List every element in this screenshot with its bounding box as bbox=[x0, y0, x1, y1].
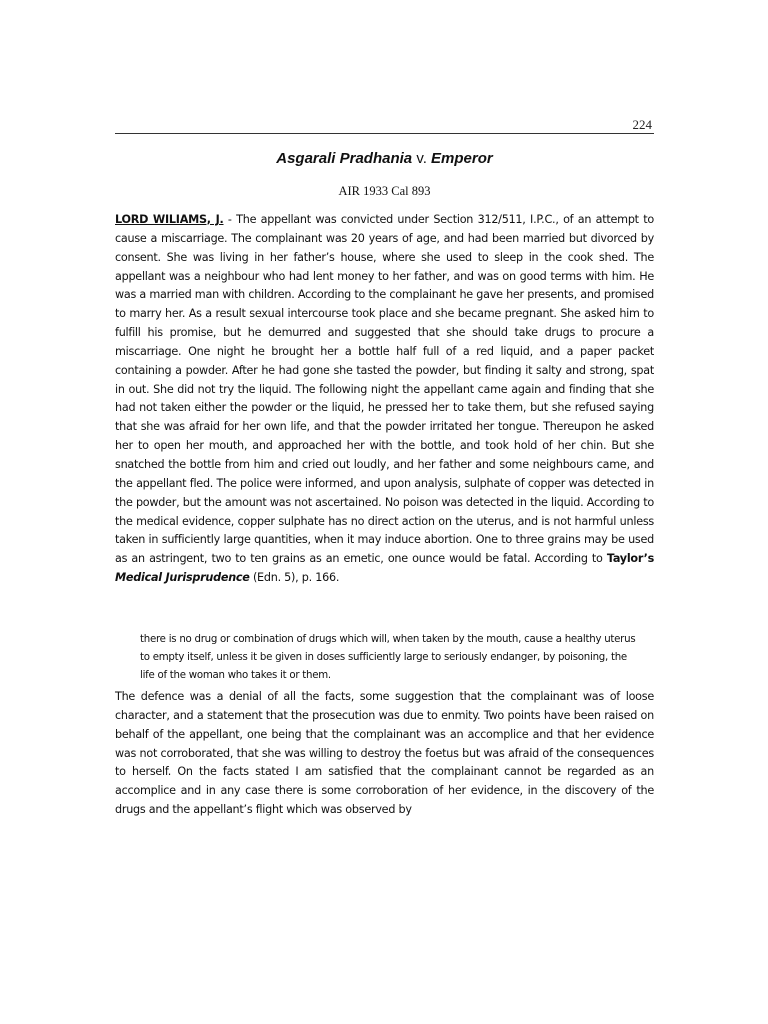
case-title bbox=[115, 149, 654, 169]
book-author: Taylor’s bbox=[606, 552, 654, 566]
page-number: 224 bbox=[632, 117, 652, 132]
judge-name: LORD WILIAMS, J. bbox=[115, 213, 224, 226]
judgment-paragraph-1 bbox=[115, 211, 654, 588]
judgment-paragraph-2: The defence was a denial of all the facts, some suggestion that the complainant was of loose character, and a statement that the prosecution was due to enmity. Two points have been raised on behalf of the appellant, one being that the complainant was an accomplice and that her evidence was not corroborated, that she was willing to destroy the foetus but was afraid of the consequences to herself. On the facts stated I am satisfied that the complainant cannot be regarded as an accomplice and in any case there is some corroboration of her evidence, in the discovery of the drugs and the appellant’s flight which was observed by bbox=[115, 690, 654, 817]
case-party-two: Emperor bbox=[431, 150, 493, 167]
header-rule bbox=[115, 133, 654, 134]
case-versus: v. bbox=[416, 150, 427, 167]
book-title: Medical Jurisprudence bbox=[115, 571, 250, 585]
paragraph-1-text: - The appellant was convicted under Section 312/511, I.P.C., of an attempt to cause a miscarriage. The complainant was 20 years of age, and had been married but divorced by consent. She was living in her father’s house, where she used to sleep in the cook shed. The appellant was a neighbour who had lent money to her father, and was on good terms with him. He was a married man with children. According to the complainant he gave her presents, and promised to marry her. As a result sexual intercourse took place and she became pregnant. She asked him to fulfill his promise, but he demurred and suggested that she should take drugs to procure a miscarriage. One night he brought her a bottle half full of a red liquid, and a paper packet containing a powder. After he had gone she tasted the powder, but finding it salty and strong, spat in out. She did not try the liquid. The following night the appellant came again and finding that she had not taken either the powder or the liquid, he pressed her to take them, but she refused saying that she was afraid for her own life, and that the powder irritated her tongue. Thereupon he asked her to open her mouth, and approached her with the bottle, and took hold of her chin. But she snatched the bottle from him and cried out loudly, and her father and some neighbours came, and the appellant fled. The police were informed, and upon analysis, sulphate of copper was detected in the powder, but the amount was not ascertained. No poison was detected in the liquid. According to the medical evidence, copper sulphate has no direct action on the uterus, and is not harmful unless taken in sufficiently large quantities, when it may induce abortion. One to three grains may be used as an astringent, two to ten grains as an emetic, one ounce would be fatal. According to bbox=[115, 213, 654, 566]
case-party-one: Asgarali Pradhania bbox=[276, 150, 413, 167]
paragraph-1-citation: (Edn. 5), p. 166. bbox=[249, 571, 340, 585]
case-citation: AIR 1933 Cal 893 bbox=[338, 184, 431, 198]
block-quote: there is no drug or combination of drugs which will, when taken by the mouth, cause a healthy uterus to empty itself, unless it be given in doses sufficiently large to seriously endanger, by poisoning, the life of the woman who takes it or them. bbox=[140, 634, 636, 681]
